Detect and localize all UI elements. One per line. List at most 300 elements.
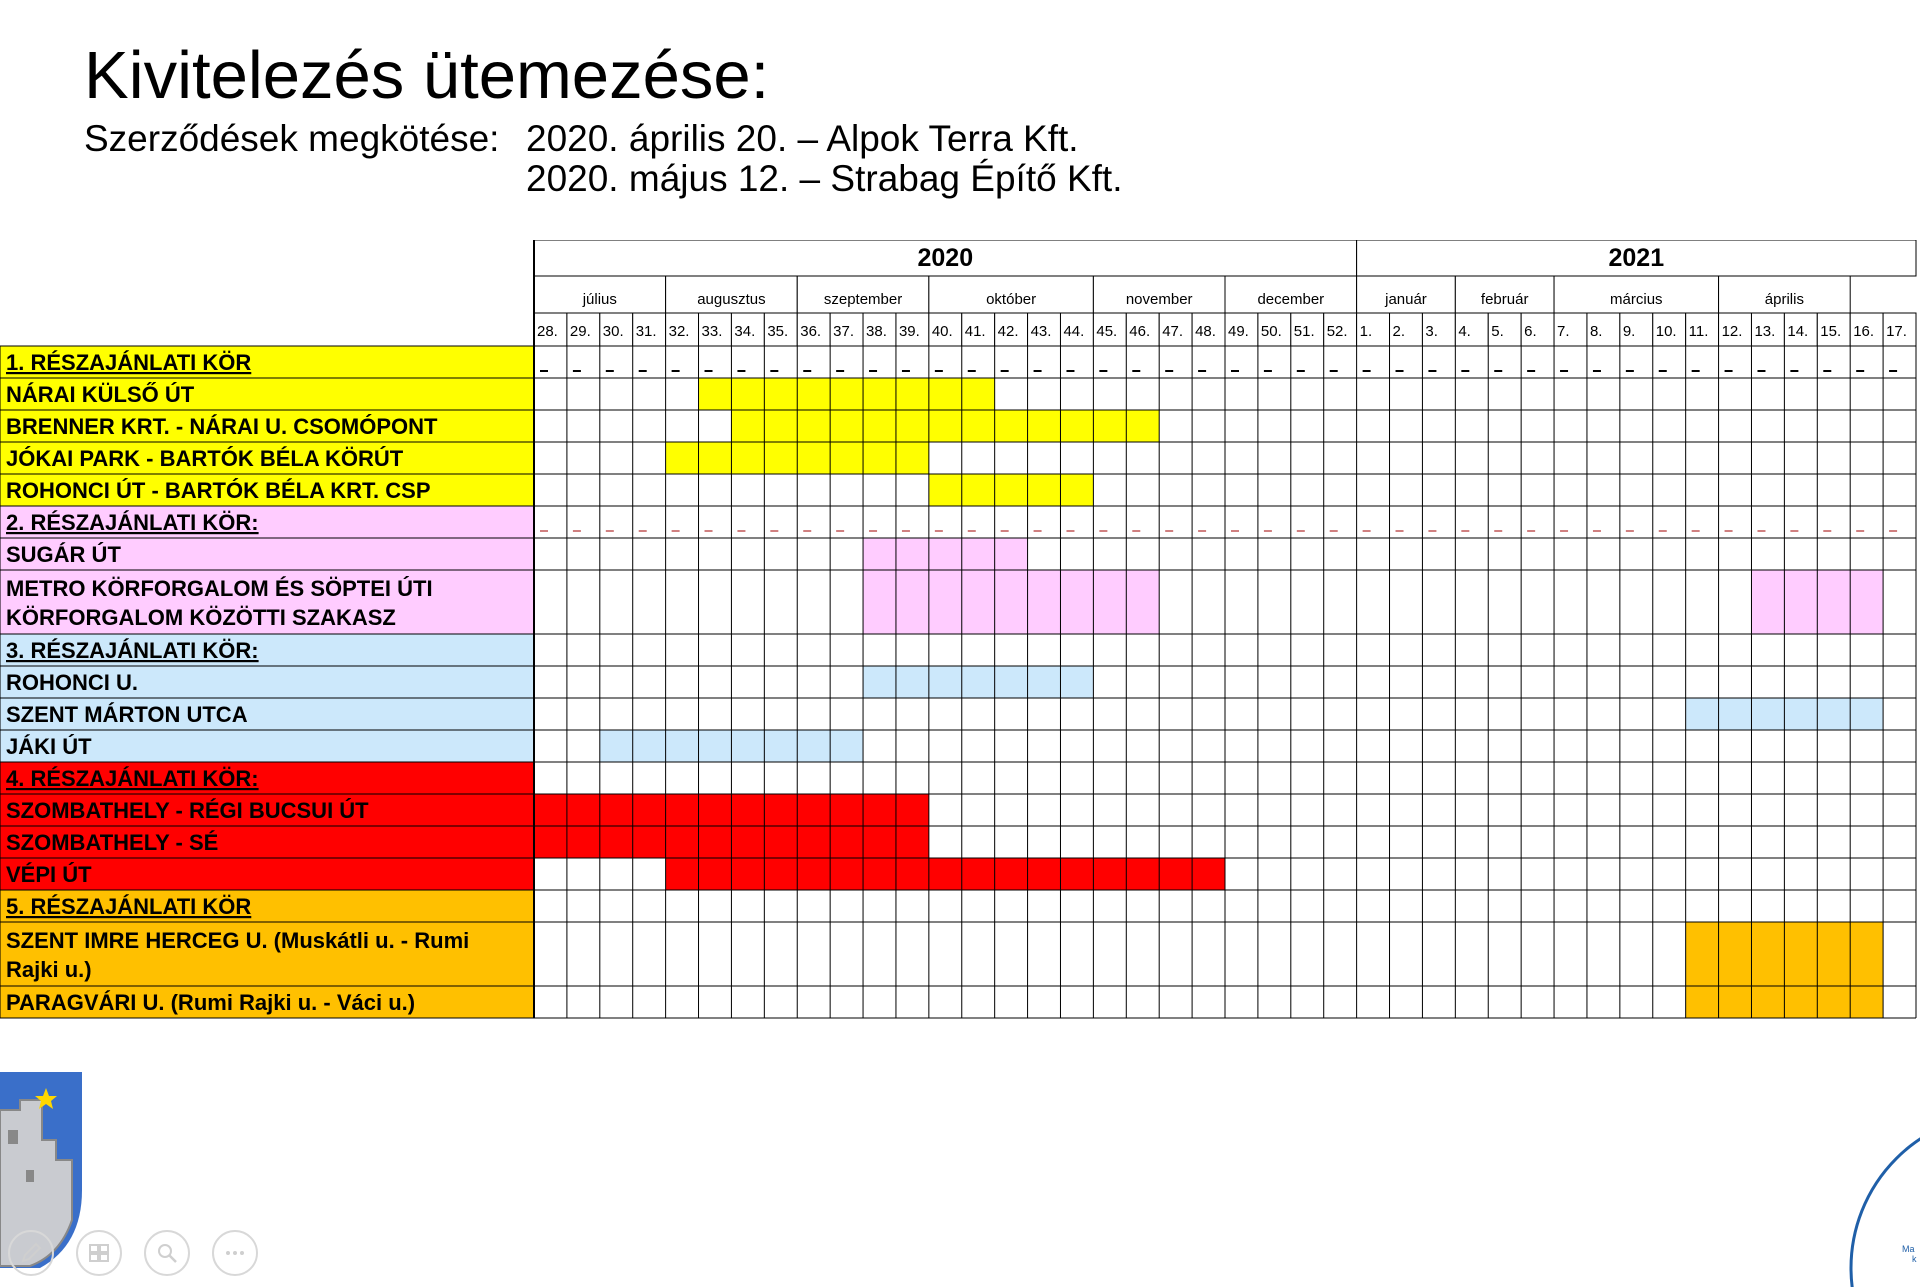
grid-cell (1554, 986, 1587, 1018)
grid-cell (1258, 762, 1291, 794)
grid-cell (995, 890, 1028, 922)
grid-cell (1028, 506, 1061, 538)
grid-cell (1554, 570, 1587, 634)
grid-cell (1126, 890, 1159, 922)
grid-cell (1258, 922, 1291, 986)
grid-cell (1653, 986, 1686, 1018)
grid-cell (1324, 986, 1357, 1018)
grid-cell (699, 506, 732, 538)
grid-cell (1258, 730, 1291, 762)
grid-cell (1719, 730, 1752, 762)
gantt-bar (863, 570, 1159, 634)
grid-cell (797, 762, 830, 794)
grid-cell (1357, 442, 1390, 474)
grid-cell (1521, 826, 1554, 858)
grid-cell (633, 346, 666, 378)
grid-cell (1554, 634, 1587, 666)
week-label: 10. (1655, 323, 1677, 340)
grid-cell (1620, 474, 1653, 506)
grid-cell (1686, 442, 1719, 474)
grid-cell (1817, 890, 1850, 922)
grid-cell (1488, 538, 1521, 570)
grid-cell (1883, 922, 1916, 986)
grid-cell (929, 346, 962, 378)
grid-cell (1883, 570, 1916, 634)
grid-cell (1291, 634, 1324, 666)
grid-cell (1422, 794, 1455, 826)
grid-cell (699, 538, 732, 570)
grid-cell (1883, 986, 1916, 1018)
grid-cell (600, 666, 633, 698)
grid-cell (1390, 538, 1423, 570)
grid-cell (1751, 442, 1784, 474)
grid-cell (1751, 634, 1784, 666)
grid-cell (1554, 474, 1587, 506)
grid-cell (962, 698, 995, 730)
grid-cell (1554, 378, 1587, 410)
grid-cell (995, 346, 1028, 378)
grid-cell (1587, 858, 1620, 890)
grid-cell (1390, 858, 1423, 890)
grid-cell (1587, 826, 1620, 858)
grid-cell (896, 634, 929, 666)
grid-cell (797, 474, 830, 506)
grid-cell (1850, 762, 1883, 794)
gantt-bar (863, 538, 1028, 570)
grid-cell (1883, 538, 1916, 570)
pen-button[interactable] (8, 1230, 54, 1276)
grid-cell (995, 378, 1028, 410)
grid-cell (534, 378, 567, 410)
month-label: augusztus (697, 291, 766, 308)
grid-cell (699, 570, 732, 634)
grid-cell (1850, 730, 1883, 762)
grid-cell (1719, 410, 1752, 442)
grid-cell (1225, 410, 1258, 442)
grid-cell (567, 474, 600, 506)
grid-cell (1686, 506, 1719, 538)
grid-cell (1258, 538, 1291, 570)
grid-cell (764, 634, 797, 666)
grid-cell (1159, 826, 1192, 858)
grid-cell (1028, 794, 1061, 826)
grid-cell (1455, 442, 1488, 474)
grid-cell (1028, 890, 1061, 922)
grid-cell (567, 922, 600, 986)
grid-cell (1324, 378, 1357, 410)
week-label: 41. (964, 323, 986, 340)
more-button[interactable] (212, 1230, 258, 1276)
week-label: 11. (1688, 323, 1709, 340)
grid-cell (1291, 474, 1324, 506)
grid-cell (633, 410, 666, 442)
grid-cell (1455, 858, 1488, 890)
grid-cell (1060, 922, 1093, 986)
grid-cell (1554, 730, 1587, 762)
grid-cell (929, 922, 962, 986)
grid-cell (1488, 730, 1521, 762)
grid-cell (1455, 410, 1488, 442)
task-label: JÓKAI PARK - BARTÓK BÉLA KÖRÚT (6, 446, 404, 471)
grid-cell (633, 538, 666, 570)
week-label: 30. (602, 323, 624, 340)
grid-cell (1488, 762, 1521, 794)
grid-cell (1422, 474, 1455, 506)
grid-cell (600, 410, 633, 442)
grid-cell (1850, 474, 1883, 506)
grid-cell (1093, 730, 1126, 762)
grid-cell (1554, 922, 1587, 986)
grid-cell (1422, 538, 1455, 570)
week-label: 9. (1622, 323, 1636, 340)
grid-cell (633, 634, 666, 666)
grid-cell (764, 570, 797, 634)
grid-cell (1357, 826, 1390, 858)
grid-cell (1060, 794, 1093, 826)
grid-cell (1357, 346, 1390, 378)
grid-cell (1390, 922, 1423, 986)
grid-cell (1883, 506, 1916, 538)
grid-cell (1554, 762, 1587, 794)
grid-cell (534, 410, 567, 442)
grid-cell (896, 698, 929, 730)
grid-cell (1159, 794, 1192, 826)
grid-cell (1521, 986, 1554, 1018)
grid-cell (1719, 858, 1752, 890)
grid-cell (830, 698, 863, 730)
grid-cell (1324, 666, 1357, 698)
grid-cell (1324, 634, 1357, 666)
grid-cell (1719, 570, 1752, 634)
grid-cell (1291, 826, 1324, 858)
grid-cell (1126, 986, 1159, 1018)
grid-cell (962, 730, 995, 762)
grid-cell (666, 474, 699, 506)
grid-cell (1126, 730, 1159, 762)
grid-cell (1587, 442, 1620, 474)
grid-cell (1225, 442, 1258, 474)
grid-cell (1719, 666, 1752, 698)
week-label: 16. (1853, 323, 1875, 340)
grid-cell (534, 890, 567, 922)
grid-cell (567, 762, 600, 794)
grid-cell (1093, 698, 1126, 730)
grid-cell (797, 570, 830, 634)
grid-cell (1060, 890, 1093, 922)
grid-cell (1225, 666, 1258, 698)
grid-cell (534, 442, 567, 474)
grid-cell (1653, 346, 1686, 378)
grid-cell (1422, 730, 1455, 762)
grid-cell (600, 762, 633, 794)
grid-cell (1060, 346, 1093, 378)
grid-cell (1817, 346, 1850, 378)
grid-cell (1488, 346, 1521, 378)
grid-cell (1653, 858, 1686, 890)
grid-cell (1521, 762, 1554, 794)
grid-cell (731, 986, 764, 1018)
grid-cell (1291, 378, 1324, 410)
grid-cell (1422, 698, 1455, 730)
grid-cell (1159, 730, 1192, 762)
grid-cell (1390, 762, 1423, 794)
zoom-button[interactable] (144, 1230, 190, 1276)
grid-cell (1422, 986, 1455, 1018)
grid-cell (1225, 538, 1258, 570)
week-label: 43. (1030, 323, 1052, 340)
grid-cell (534, 474, 567, 506)
grid-cell (600, 986, 633, 1018)
grid-cell (1653, 442, 1686, 474)
grid-cell (1488, 666, 1521, 698)
grid-cell (1422, 506, 1455, 538)
grid-cell (1258, 346, 1291, 378)
grid-cell (1159, 570, 1192, 634)
grid-cell (1455, 794, 1488, 826)
task-label: SZENT IMRE HERCEG U. (Muskátli u. - Rumi (6, 928, 470, 953)
grid-cell (1455, 762, 1488, 794)
grid-cell (567, 378, 600, 410)
grid-cell (1291, 794, 1324, 826)
svg-text:Ma: Ma (1902, 1244, 1915, 1254)
gantt-bar (666, 858, 1225, 890)
grid-cell (1028, 730, 1061, 762)
grid-cell (995, 634, 1028, 666)
grid-cell (1291, 666, 1324, 698)
grid-cell (1192, 634, 1225, 666)
grid-cell (1028, 378, 1061, 410)
grid-cell (1719, 442, 1752, 474)
round-logo-icon (1846, 1118, 1920, 1287)
grid-cell (1488, 474, 1521, 506)
grid-cell (1554, 890, 1587, 922)
grid-cell (1390, 730, 1423, 762)
grid-cell (1159, 474, 1192, 506)
grid-cell (797, 538, 830, 570)
grid-cell (1324, 858, 1357, 890)
grid-cell (962, 922, 995, 986)
gantt-chart (0, 240, 1920, 1050)
grid-cell (1225, 698, 1258, 730)
grid-cell (1060, 634, 1093, 666)
grid-cell (1620, 346, 1653, 378)
grid-cell (1192, 506, 1225, 538)
grid-cell (1620, 634, 1653, 666)
grid-cell (1357, 538, 1390, 570)
grid-cell (1159, 410, 1192, 442)
grid-cell (567, 506, 600, 538)
grid-cell (1850, 666, 1883, 698)
grid-cell (1686, 730, 1719, 762)
grid-cell (1028, 442, 1061, 474)
grid-cell (1455, 378, 1488, 410)
grid-cell (797, 922, 830, 986)
grid-cell (1422, 378, 1455, 410)
grid-cell (666, 698, 699, 730)
grid-cell (1686, 794, 1719, 826)
grid-cell (764, 922, 797, 986)
grid-cell (797, 698, 830, 730)
week-label: 7. (1557, 323, 1570, 340)
grid-cell (1521, 698, 1554, 730)
grid-cell (1455, 986, 1488, 1018)
grid-cell (1390, 698, 1423, 730)
grid-cell (699, 698, 732, 730)
grid-cell (1620, 570, 1653, 634)
grid-cell (1455, 570, 1488, 634)
grid-cell (1324, 410, 1357, 442)
grid-cell (633, 890, 666, 922)
grid-cell (962, 890, 995, 922)
grid-cell (1225, 858, 1258, 890)
grid-cell (1817, 634, 1850, 666)
grid-cell (1620, 698, 1653, 730)
grid-cell (1784, 794, 1817, 826)
grid-cell (830, 506, 863, 538)
grid-cell (1422, 858, 1455, 890)
week-label: 40. (931, 323, 953, 340)
grid-cell (1784, 378, 1817, 410)
grid-cell (1126, 506, 1159, 538)
grid-cell (1620, 858, 1653, 890)
week-label: 8. (1589, 323, 1603, 340)
week-label: 35. (767, 323, 789, 340)
grid-cell (1126, 666, 1159, 698)
grid-cell (764, 538, 797, 570)
grid-cell (1653, 890, 1686, 922)
grid-cell (1192, 890, 1225, 922)
grid-cell (1324, 538, 1357, 570)
grid-cell (1620, 826, 1653, 858)
pen-icon (19, 1241, 43, 1265)
grid-cell (666, 570, 699, 634)
grid-cell (1324, 922, 1357, 986)
grid-cell (600, 378, 633, 410)
slides-button[interactable] (76, 1230, 122, 1276)
grid-cell (600, 506, 633, 538)
grid-cell (1357, 794, 1390, 826)
grid-cell (1060, 826, 1093, 858)
task-label: SZENT MÁRTON UTCA (6, 702, 248, 727)
week-label: 37. (833, 323, 855, 340)
week-label: 14. (1787, 323, 1809, 340)
grid-cell (534, 666, 567, 698)
grid-cell (1587, 890, 1620, 922)
grid-cell (929, 986, 962, 1018)
grid-cell (1817, 826, 1850, 858)
grid-cell (1192, 762, 1225, 794)
grid-cell (534, 570, 567, 634)
grid-cell (1686, 410, 1719, 442)
grid-cell (1521, 346, 1554, 378)
grid-cell (666, 762, 699, 794)
grid-cell (1554, 666, 1587, 698)
grid-cell (830, 890, 863, 922)
grid-cell (567, 666, 600, 698)
grid-cell (1422, 826, 1455, 858)
grid-cell (1390, 890, 1423, 922)
grid-cell (1784, 762, 1817, 794)
grid-cell (1784, 506, 1817, 538)
grid-cell (995, 698, 1028, 730)
grid-cell (1390, 410, 1423, 442)
grid-cell (1159, 506, 1192, 538)
grid-cell (1357, 858, 1390, 890)
grid-cell (1357, 570, 1390, 634)
grid-cell (1126, 762, 1159, 794)
grid-cell (1883, 858, 1916, 890)
grid-cell (1093, 346, 1126, 378)
grid-cell (995, 794, 1028, 826)
grid-cell (1521, 410, 1554, 442)
grid-cell (797, 890, 830, 922)
grid-cell (1587, 346, 1620, 378)
grid-cell (600, 890, 633, 922)
grid-cell (1357, 666, 1390, 698)
grid-cell (1719, 378, 1752, 410)
grid-cell (1620, 762, 1653, 794)
grid-cell (1751, 858, 1784, 890)
grid-cell (797, 634, 830, 666)
grid-cell (1225, 570, 1258, 634)
grid-cell (929, 442, 962, 474)
grid-cell (1653, 474, 1686, 506)
grid-cell (1028, 826, 1061, 858)
grid-cell (1587, 922, 1620, 986)
grid-cell (1653, 538, 1686, 570)
grid-cell (1521, 666, 1554, 698)
grid-cell (699, 666, 732, 698)
grid-cell (666, 538, 699, 570)
week-label: 32. (668, 323, 690, 340)
grid-cell (1554, 442, 1587, 474)
month-label: április (1764, 291, 1804, 308)
grid-cell (1883, 762, 1916, 794)
grid-cell (1093, 506, 1126, 538)
grid-cell (1883, 826, 1916, 858)
task-label: VÉPI ÚT (6, 862, 92, 887)
grid-cell (1620, 538, 1653, 570)
grid-cell (1653, 922, 1686, 986)
grid-cell (1390, 986, 1423, 1018)
week-label: 3. (1425, 323, 1438, 340)
group-header-label: 2. RÉSZAJÁNLATI KÖR: (6, 510, 259, 535)
grid-cell (1422, 762, 1455, 794)
grid-cell (699, 922, 732, 986)
grid-cell (1587, 570, 1620, 634)
grid-cell (1159, 698, 1192, 730)
grid-cell (1620, 922, 1653, 986)
week-label: 33. (701, 323, 723, 340)
week-label: 17. (1886, 323, 1907, 340)
grid-cell (896, 346, 929, 378)
week-label: 50. (1260, 323, 1282, 340)
grid-cell (1159, 666, 1192, 698)
grid-cell (1883, 346, 1916, 378)
grid-cell (1751, 730, 1784, 762)
month-label: december (1257, 291, 1325, 308)
grid-cell (567, 442, 600, 474)
grid-cell (1291, 890, 1324, 922)
grid-cell (1521, 442, 1554, 474)
grid-cell (929, 762, 962, 794)
grid-cell (1324, 826, 1357, 858)
task-label: ROHONCI ÚT - BARTÓK BÉLA KRT. CSP (6, 478, 431, 503)
grid-cell (1686, 474, 1719, 506)
grid-cell (1192, 826, 1225, 858)
week-label: 15. (1820, 323, 1842, 340)
grid-cell (896, 890, 929, 922)
